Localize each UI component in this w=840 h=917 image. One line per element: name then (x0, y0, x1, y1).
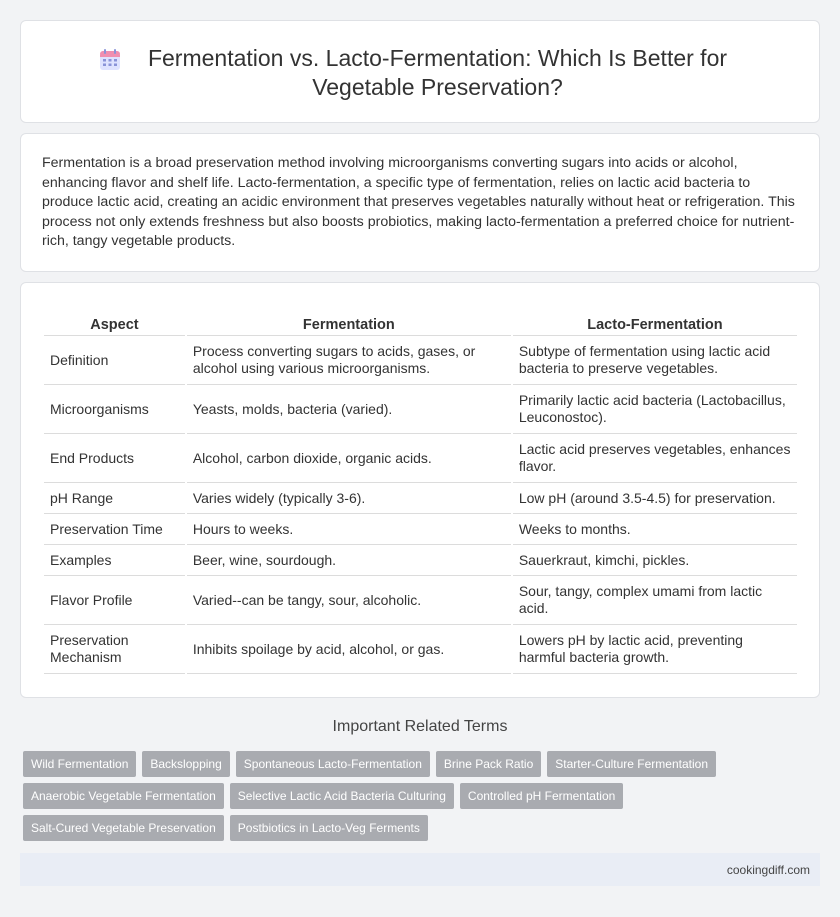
table-row (44, 576, 797, 625)
fermentation-cell: Varies widely (typically 3-6). (187, 483, 511, 514)
intro-card (20, 133, 820, 272)
related-terms-heading: Important Related Terms (332, 718, 508, 735)
related-term-tag[interactable]: Spontaneous Lacto-Fermentation (236, 751, 430, 777)
fermentation-cell: Alcohol, carbon dioxide, organic acids. (187, 434, 511, 483)
aspect-cell: End Products (44, 434, 185, 483)
related-term-tag[interactable]: Salt-Cured Vegetable Preservation (23, 815, 224, 841)
fermentation-cell: Inhibits spoilage by acid, alcohol, or gas. (187, 625, 511, 674)
aspect-cell: Preservation Mechanism (44, 625, 185, 674)
table-row (44, 514, 797, 545)
related-term-tag[interactable]: Anaerobic Vegetable Fermentation (23, 783, 224, 809)
table-row (44, 434, 797, 483)
related-terms-list (23, 751, 813, 841)
footer-site-link[interactable]: cookingdiff.com (726, 863, 810, 877)
aspect-cell: Definition (44, 336, 185, 385)
table-row (44, 625, 797, 674)
page-title: Fermentation vs. Lacto-Fermentation: Which Is Better for Vegetable Preservation? (147, 45, 728, 100)
related-term-tag[interactable]: Postbiotics in Lacto-Veg Ferments (230, 815, 428, 841)
table-row (44, 336, 797, 385)
lacto-cell: Low pH (around 3.5-4.5) for preservation. (513, 483, 797, 514)
title-wrap (21, 44, 819, 102)
comparison-card (20, 282, 820, 698)
table-row (44, 483, 797, 514)
related-term-tag[interactable]: Backslopping (142, 751, 229, 777)
fermentation-cell: Varied--can be tangy, sour, alcoholic. (187, 576, 511, 625)
related-term-tag[interactable]: Controlled pH Fermentation (460, 783, 623, 809)
lacto-cell: Lactic acid preserves vegetables, enhances flavor. (513, 434, 797, 483)
fermentation-cell: Yeasts, molds, bacteria (varied). (187, 385, 511, 434)
related-term-tag[interactable]: Selective Lactic Acid Bacteria Culturing (230, 783, 454, 809)
title-card (20, 20, 820, 123)
related-term-tag[interactable]: Wild Fermentation (23, 751, 136, 777)
aspect-cell: pH Range (44, 483, 185, 514)
lacto-cell: Weeks to months. (513, 514, 797, 545)
calendar-icon (99, 49, 121, 71)
table-row (44, 385, 797, 434)
intro-paragraph: Fermentation is a broad preservation method involving microorganisms converting sugars into acids or alcohol, enhancing flavor and shelf life. Lacto-fermentation, a specific type of fermentation, relies on lactic acid bacteria to produce lactic acid, creating an acidic environment that preserves vegetables naturally without heat or refrigeration. This process not only extends freshness but also boosts probiotics, making lacto-fermentation a preferred choice for nutrient-rich, tangy vegetable products. (42, 155, 795, 249)
table-row (44, 545, 797, 576)
comparison-table (42, 316, 799, 674)
table-header-row (44, 316, 797, 336)
fermentation-cell: Process converting sugars to acids, gases, or alcohol using various microorganisms. (187, 336, 511, 385)
lacto-cell: Sauerkraut, kimchi, pickles. (513, 545, 797, 576)
aspect-cell: Examples (44, 545, 185, 576)
lacto-cell: Primarily lactic acid bacteria (Lactobacillus, Leuconostoc). (513, 385, 797, 434)
fermentation-cell: Hours to weeks. (187, 514, 511, 545)
fermentation-cell: Beer, wine, sourdough. (187, 545, 511, 576)
aspect-cell: Preservation Time (44, 514, 185, 545)
aspect-cell: Flavor Profile (44, 576, 185, 625)
footer (20, 853, 820, 886)
lacto-cell: Lowers pH by lactic acid, preventing harmful bacteria growth. (513, 625, 797, 674)
column-header-aspect: Aspect (44, 316, 185, 336)
aspect-cell: Microorganisms (44, 385, 185, 434)
column-header-fermentation: Fermentation (187, 316, 511, 336)
lacto-cell: Sour, tangy, complex umami from lactic acid. (513, 576, 797, 625)
lacto-cell: Subtype of fermentation using lactic acid bacteria to preserve vegetables. (513, 336, 797, 385)
related-term-tag[interactable]: Starter-Culture Fermentation (547, 751, 716, 777)
related-term-tag[interactable]: Brine Pack Ratio (436, 751, 541, 777)
column-header-lacto-fermentation: Lacto-Fermentation (513, 316, 797, 336)
